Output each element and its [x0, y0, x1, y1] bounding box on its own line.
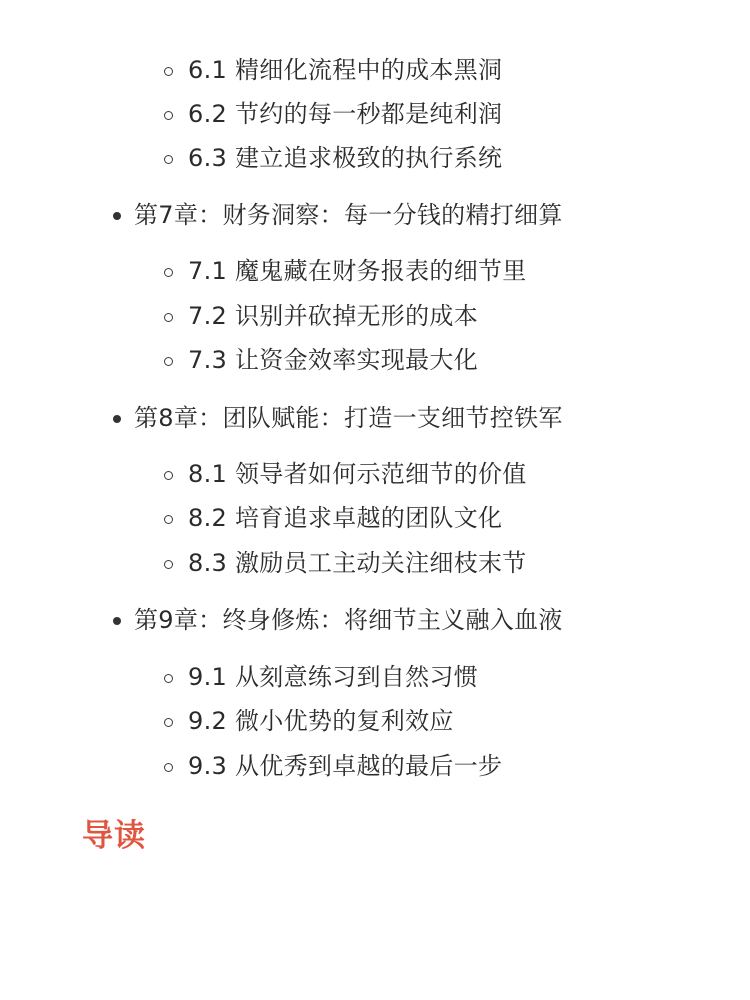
toc-chapter-7: 第7章：财务洞察：每一分钱的精打细算: [134, 201, 563, 229]
toc-section-8-2: 8.2 培育追求卓越的团队文化: [188, 504, 503, 532]
toc-chapter-9: 第9章：终身修炼：将细节主义融入血液: [134, 606, 563, 634]
circle-bullet-icon: [164, 471, 173, 480]
circle-bullet-icon: [164, 718, 173, 727]
circle-bullet-icon: [164, 268, 173, 277]
circle-bullet-icon: [164, 111, 173, 120]
disc-bullet-icon: [113, 415, 121, 423]
circle-bullet-icon: [164, 560, 173, 569]
toc-section-9-3: 9.3 从优秀到卓越的最后一步: [188, 752, 503, 780]
toc-section-7-3: 7.3 让资金效率实现最大化: [188, 346, 478, 374]
toc-section-9-1: 9.1 从刻意练习到自然习惯: [188, 663, 478, 691]
circle-bullet-icon: [164, 357, 173, 366]
circle-bullet-icon: [164, 763, 173, 772]
toc-section-9-2: 9.2 微小优势的复利效应: [188, 707, 454, 735]
circle-bullet-icon: [164, 313, 173, 322]
toc-section-8-3: 8.3 激励员工主动关注细枝末节: [188, 549, 527, 577]
toc-chapter-8: 第8章：团队赋能：打造一支细节控铁军: [134, 404, 563, 432]
toc-section-7-1: 7.1 魔鬼藏在财务报表的细节里: [188, 257, 527, 285]
toc-section-8-1: 8.1 领导者如何示范细节的价值: [188, 460, 527, 488]
circle-bullet-icon: [164, 515, 173, 524]
circle-bullet-icon: [164, 155, 173, 164]
circle-bullet-icon: [164, 67, 173, 76]
disc-bullet-icon: [113, 617, 121, 625]
toc-section-6-3: 6.3 建立追求极致的执行系统: [188, 144, 503, 172]
toc-section-6-2: 6.2 节约的每一秒都是纯利润: [188, 100, 503, 128]
section-heading: 导读: [82, 818, 146, 854]
disc-bullet-icon: [113, 212, 121, 220]
circle-bullet-icon: [164, 674, 173, 683]
toc-section-7-2: 7.2 识别并砍掉无形的成本: [188, 302, 478, 330]
toc-section-6-1: 6.1 精细化流程中的成本黑洞: [188, 56, 503, 84]
